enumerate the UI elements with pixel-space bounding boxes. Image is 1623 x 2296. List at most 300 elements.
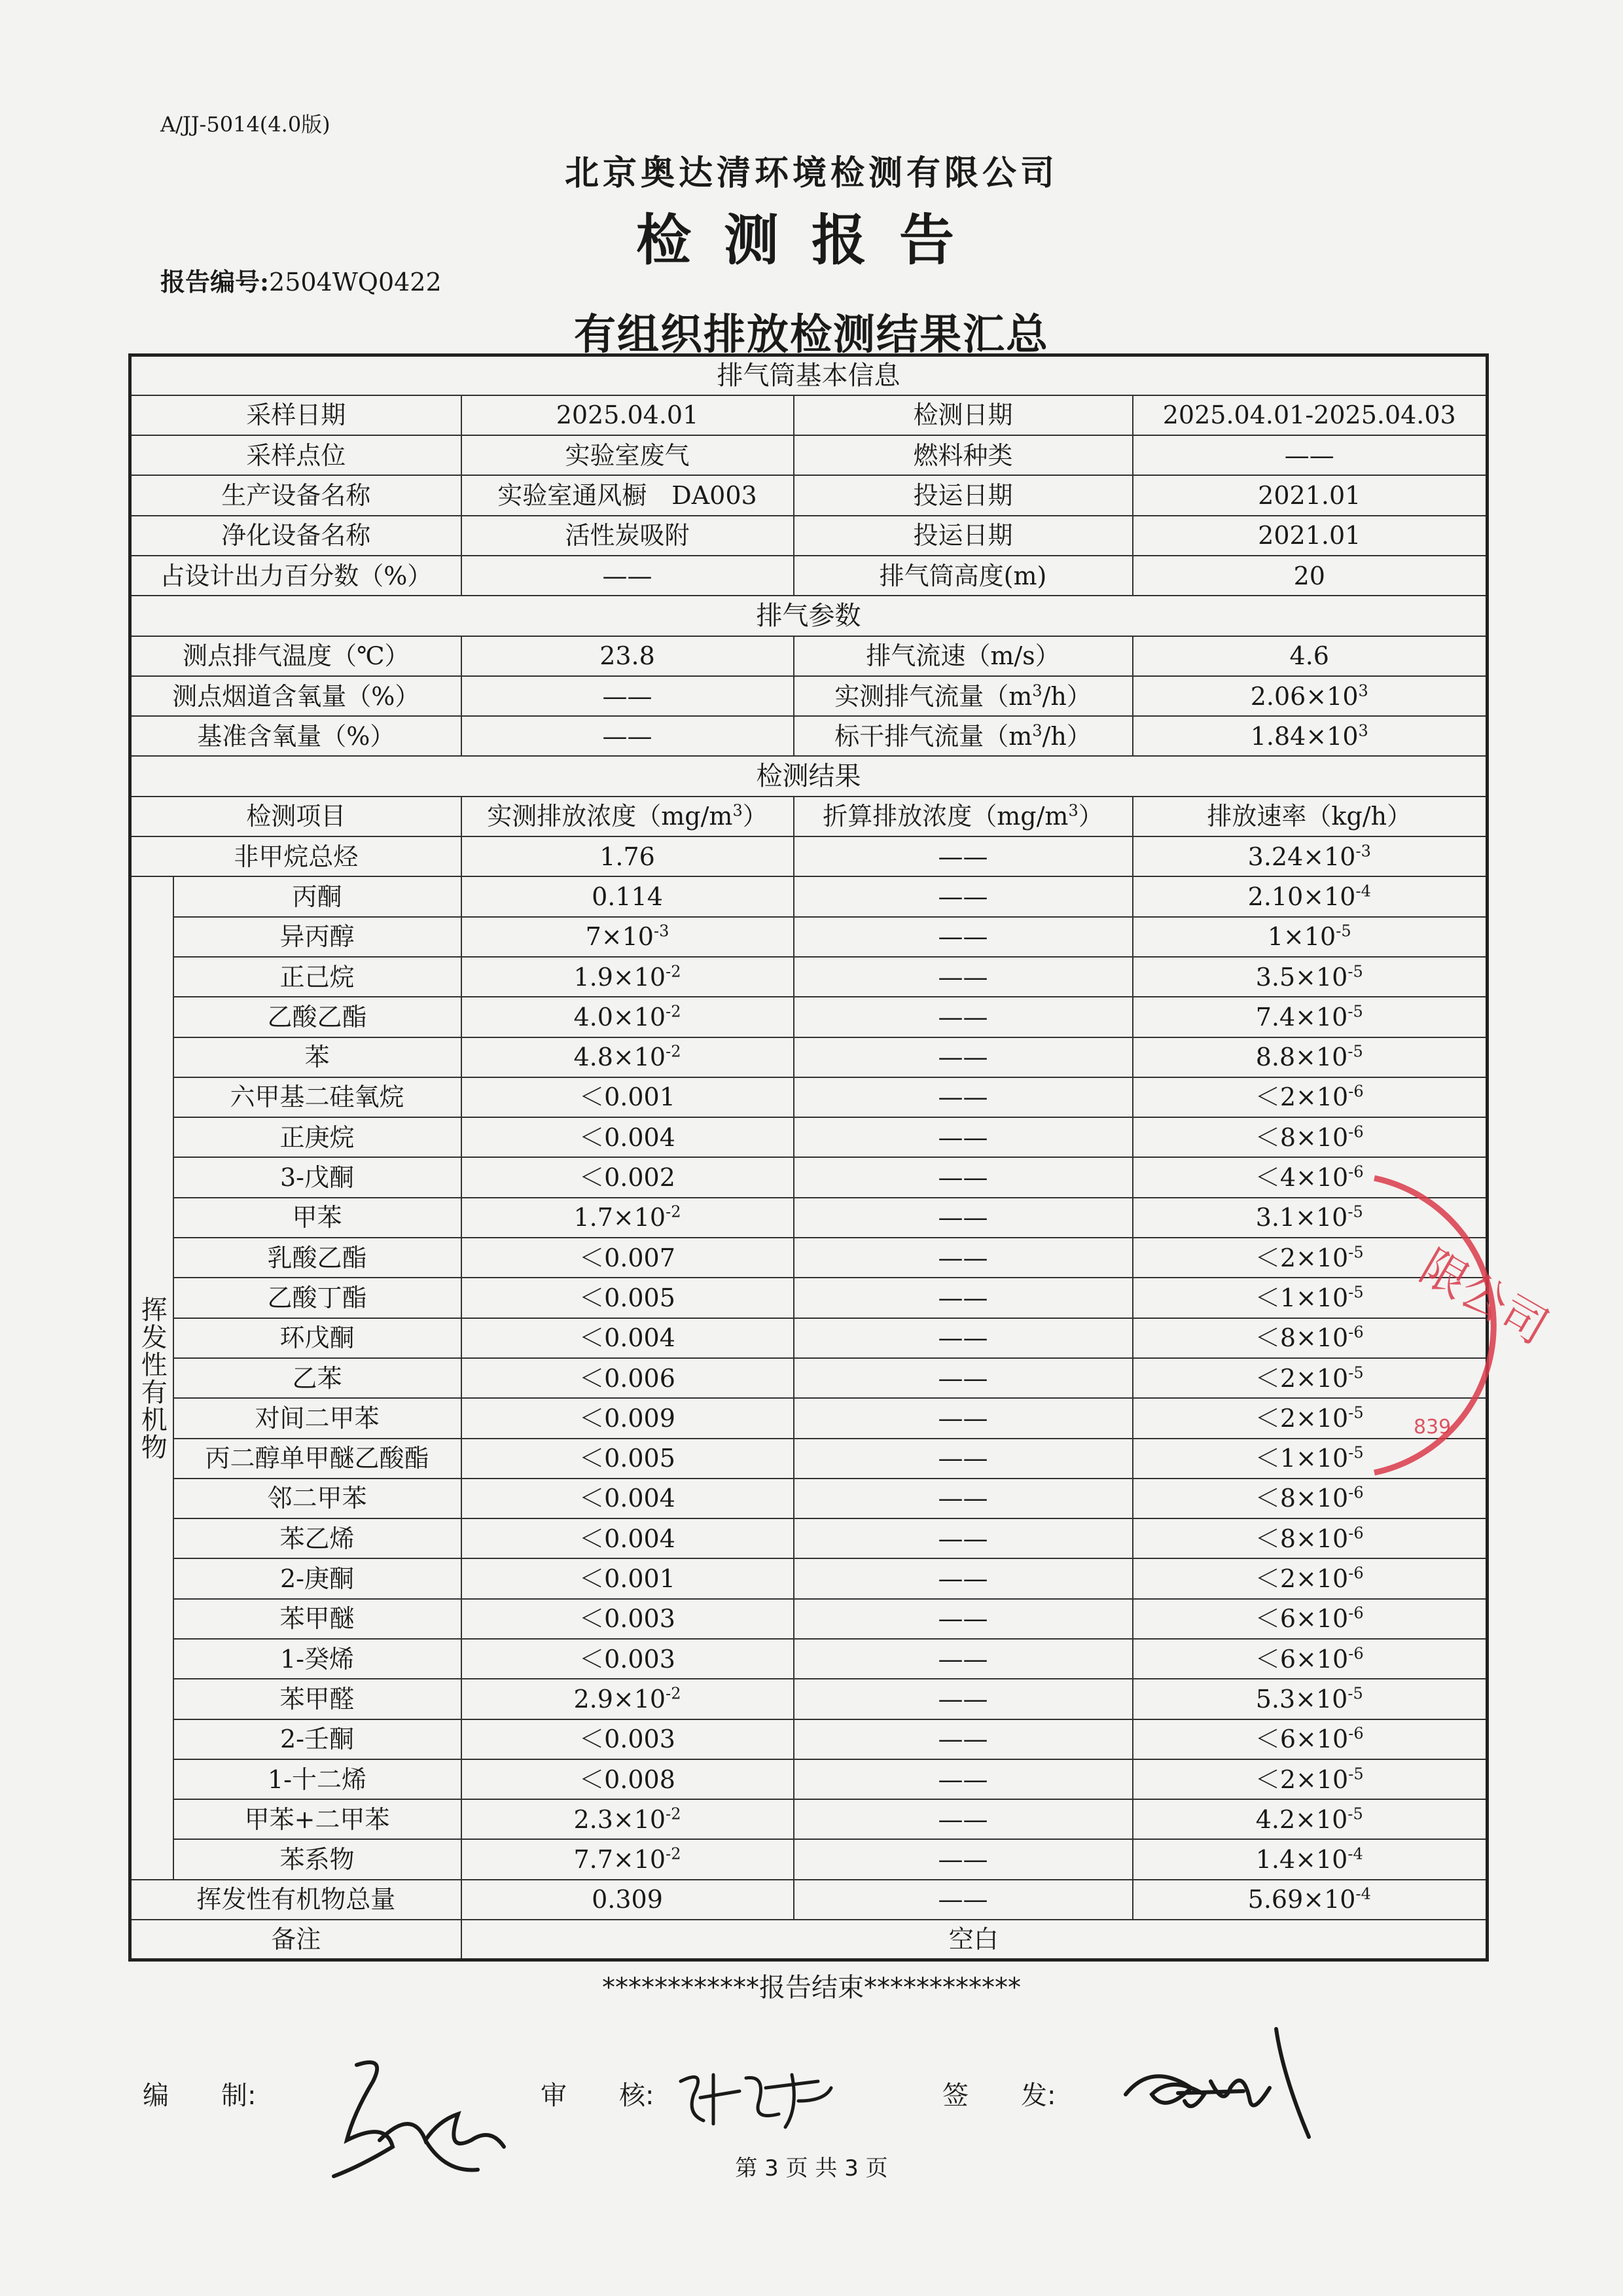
result-converted: —— <box>794 1518 1133 1558</box>
table-row <box>130 1880 1488 1920</box>
table-row <box>130 1318 1488 1358</box>
result-rate-value: 5.69×10 <box>1247 1885 1356 1914</box>
results-title-row <box>130 756 1488 796</box>
result-concentration-value: 2.9×10 <box>573 1684 666 1713</box>
section-title: 有组织排放检测结果汇总 <box>574 310 1049 359</box>
result-converted: —— <box>794 836 1133 876</box>
result-concentration <box>461 1117 794 1157</box>
table-row <box>130 1157 1488 1197</box>
result-concentration <box>461 1679 794 1719</box>
result-rate-value: ＜2×10 <box>1255 1564 1349 1594</box>
table-row <box>130 1358 1488 1398</box>
result-concentration-value: ＜0.004 <box>579 1524 675 1553</box>
result-rate-value: 3.24×10 <box>1247 842 1356 871</box>
reviewed-by-label: 审 核: <box>541 2081 654 2111</box>
table-row <box>130 1759 1488 1799</box>
result-concentration-exponent: -2 <box>666 1804 681 1823</box>
result-rate <box>1133 1759 1488 1799</box>
result-concentration <box>461 1719 794 1759</box>
result-rate-value: ＜6×10 <box>1255 1604 1349 1634</box>
result-converted: —— <box>794 1639 1133 1679</box>
col-header-measured-suffix: ） <box>742 802 768 831</box>
exhaust-param-label-exponent: 3 <box>1032 721 1043 740</box>
result-concentration-value: ＜0.002 <box>579 1163 675 1193</box>
results-header-row <box>130 797 1488 836</box>
col-header-item: 检测项目 <box>130 797 461 836</box>
basic-info-value: 2025.04.01 <box>461 395 794 435</box>
table-row <box>130 1679 1488 1719</box>
result-rate-exponent: -5 <box>1347 1684 1363 1703</box>
exhaust-param-value: 4.6 <box>1133 636 1488 676</box>
result-concentration <box>461 1037 794 1077</box>
result-converted: —— <box>794 1398 1133 1438</box>
basic-info-label: 投运日期 <box>794 475 1133 515</box>
basic-info-row <box>130 475 1488 515</box>
remark-row <box>130 1920 1488 1960</box>
col-header-measured-exponent: 3 <box>732 801 743 820</box>
result-rate-value: 1×10 <box>1267 922 1336 952</box>
result-concentration-value: ＜0.009 <box>579 1403 675 1433</box>
result-converted: —— <box>794 1198 1133 1238</box>
basic-info-value: 实验室废气 <box>461 435 794 475</box>
result-concentration <box>461 917 794 957</box>
result-concentration-exponent: -2 <box>666 961 681 980</box>
result-concentration-value: ＜0.007 <box>579 1243 675 1272</box>
basic-info-label: 排气筒高度(m) <box>794 556 1133 596</box>
company-seal-stamp <box>1361 1172 1558 1479</box>
table-row <box>130 1558 1488 1598</box>
reviewer-signature <box>668 2062 838 2134</box>
result-item-name: 丙二醇单甲醚乙酸酯 <box>173 1439 461 1479</box>
basic-info-value: 20 <box>1133 556 1488 596</box>
result-concentration-exponent: -2 <box>666 1844 681 1863</box>
result-rate-value: ＜2×10 <box>1255 1403 1349 1433</box>
result-rate-exponent: -5 <box>1348 1283 1364 1302</box>
table-row <box>130 1518 1488 1558</box>
result-rate-exponent: -5 <box>1347 1002 1363 1021</box>
table-row <box>130 997 1488 1037</box>
result-converted: —— <box>794 1278 1133 1318</box>
col-header-converted-suffix: ） <box>1078 802 1103 831</box>
form-code: A/JJ-5014(4.0版) <box>160 112 330 137</box>
result-concentration-value: 4.0×10 <box>573 1002 666 1031</box>
result-rate-exponent: -6 <box>1348 1564 1364 1583</box>
result-item-name: 正己烷 <box>173 957 461 997</box>
document-title: 检测报告 <box>635 207 987 272</box>
result-converted: —— <box>794 1880 1133 1920</box>
result-rate <box>1133 1518 1488 1558</box>
result-concentration <box>461 1398 794 1438</box>
result-converted: —— <box>794 997 1133 1037</box>
exhaust-param-label-value: 标干排气流量（m <box>834 721 1033 751</box>
result-concentration <box>461 1599 794 1639</box>
exhaust-param-row <box>130 636 1488 676</box>
exhaust-param-label-suffix: /h） <box>1042 681 1092 711</box>
result-converted: —— <box>794 1719 1133 1759</box>
result-rate-value: ＜2×10 <box>1255 1083 1349 1112</box>
result-rate-exponent: -5 <box>1347 1042 1363 1061</box>
result-item-name: 2-壬酮 <box>173 1719 461 1759</box>
exhaust-param-value: —— <box>461 676 794 716</box>
result-rate-value: ＜2×10 <box>1255 1363 1349 1393</box>
result-rate-exponent: -6 <box>1348 1162 1364 1181</box>
exhaust-param-value: —— <box>461 716 794 756</box>
result-item-name: 邻二甲苯 <box>173 1479 461 1518</box>
result-concentration <box>461 1198 794 1238</box>
result-concentration <box>461 1880 794 1920</box>
result-rate <box>1133 1880 1488 1920</box>
result-rate-value: ＜8×10 <box>1255 1524 1349 1553</box>
result-converted: —— <box>794 1679 1133 1719</box>
result-rate-value: ＜8×10 <box>1255 1323 1349 1353</box>
result-rate-exponent: -6 <box>1348 1082 1364 1101</box>
result-concentration-exponent: -3 <box>653 922 669 941</box>
result-converted: —— <box>794 1157 1133 1197</box>
result-rate-value: ＜2×10 <box>1255 1765 1349 1794</box>
result-item-name: 3-戊酮 <box>173 1157 461 1197</box>
exhaust-param-label-suffix: /h） <box>1042 721 1092 751</box>
result-concentration-value: ＜0.001 <box>579 1083 675 1112</box>
result-rate-value: ＜1×10 <box>1255 1283 1349 1312</box>
result-concentration-value: ＜0.003 <box>579 1725 675 1754</box>
result-concentration <box>461 1759 794 1799</box>
result-concentration-value: ＜0.003 <box>579 1604 675 1634</box>
table-row <box>130 1439 1488 1479</box>
result-converted: —— <box>794 1037 1133 1077</box>
result-concentration <box>461 1518 794 1558</box>
table-row <box>130 917 1488 957</box>
result-rate-exponent: -3 <box>1355 842 1371 861</box>
result-rate-exponent: -6 <box>1348 1122 1364 1141</box>
result-converted: —— <box>794 1077 1133 1117</box>
result-converted: —— <box>794 1839 1133 1879</box>
result-rate <box>1133 997 1488 1037</box>
result-converted: —— <box>794 1439 1133 1479</box>
result-concentration <box>461 1639 794 1679</box>
exhaust-param-label-value: 实测排气流量（m <box>834 681 1033 711</box>
table-row <box>130 1599 1488 1639</box>
result-rate-exponent: -5 <box>1348 1443 1364 1462</box>
basic-info-label: 采样点位 <box>130 435 461 475</box>
remark-label: 备注 <box>130 1920 461 1960</box>
result-converted: —— <box>794 957 1133 997</box>
result-item-name: 甲苯+二甲苯 <box>173 1799 461 1839</box>
basic-info-value: 2021.01 <box>1133 475 1488 515</box>
result-rate <box>1133 876 1488 916</box>
result-item-name: 甲苯 <box>173 1198 461 1238</box>
result-item-name: 1-十二烯 <box>173 1759 461 1799</box>
table-row <box>130 1719 1488 1759</box>
exhaust-param-label <box>794 716 1133 756</box>
exhaust-param-value <box>1133 676 1488 716</box>
exhaust-param-row <box>130 716 1488 756</box>
result-concentration-value: ＜0.005 <box>579 1444 675 1473</box>
result-rate-exponent: -5 <box>1348 1243 1364 1262</box>
page-number: 第 3 页 共 3 页 <box>735 2155 888 2181</box>
result-rate-exponent: -5 <box>1348 1403 1364 1422</box>
result-rate <box>1133 1479 1488 1518</box>
voc-group-label: 挥发性有机物 <box>130 876 173 1879</box>
approved-by-label: 签 发: <box>942 2081 1056 2111</box>
result-item-name: 丙酮 <box>173 876 461 916</box>
basic-info-value: 2021.01 <box>1133 516 1488 556</box>
results-title: 检测结果 <box>130 756 1488 796</box>
table-row <box>130 1117 1488 1157</box>
exhaust-param-value <box>1133 716 1488 756</box>
result-concentration-value: 1.7×10 <box>573 1203 666 1232</box>
result-concentration <box>461 1278 794 1318</box>
result-item-name: 苯系物 <box>173 1839 461 1879</box>
compiled-by-label: 编 制: <box>143 2081 257 2111</box>
result-concentration-value: ＜0.004 <box>579 1323 675 1353</box>
result-concentration-exponent: -2 <box>666 1002 681 1021</box>
approver-signature <box>1113 2016 1315 2147</box>
result-concentration-value: 0.309 <box>592 1885 663 1914</box>
basic-info-row <box>130 556 1488 596</box>
result-rate-exponent: -6 <box>1348 1724 1364 1743</box>
result-concentration <box>461 1318 794 1358</box>
result-item-name: 对间二甲苯 <box>173 1398 461 1438</box>
col-header-measured <box>461 797 794 836</box>
result-concentration-value: 7×10 <box>585 922 654 952</box>
basic-info-row <box>130 395 1488 435</box>
result-item-name: 苯 <box>173 1037 461 1077</box>
result-converted: —— <box>794 876 1133 916</box>
result-rate-exponent: -5 <box>1348 1764 1364 1783</box>
basic-info-label: 净化设备名称 <box>130 516 461 556</box>
table-row <box>130 1278 1488 1318</box>
table-row <box>130 957 1488 997</box>
result-item-name: 环戊酮 <box>173 1318 461 1358</box>
table-row <box>130 1077 1488 1117</box>
table-row <box>130 1238 1488 1278</box>
exhaust-params-title-row <box>130 596 1488 636</box>
basic-info-label: 投运日期 <box>794 516 1133 556</box>
result-concentration <box>461 997 794 1037</box>
result-concentration <box>461 1839 794 1879</box>
result-rate <box>1133 1117 1488 1157</box>
result-rate-exponent: -4 <box>1355 882 1371 901</box>
result-rate <box>1133 1639 1488 1679</box>
basic-info-title-row <box>130 355 1488 395</box>
result-rate <box>1133 957 1488 997</box>
basic-info-title: 排气筒基本信息 <box>130 355 1488 395</box>
result-converted: —— <box>794 1799 1133 1839</box>
result-rate-exponent: -5 <box>1347 1804 1363 1823</box>
basic-info-label: 燃料种类 <box>794 435 1133 475</box>
result-concentration <box>461 1358 794 1398</box>
exhaust-param-value: 23.8 <box>461 636 794 676</box>
exhaust-param-row <box>130 676 1488 716</box>
result-rate-exponent: -5 <box>1348 1363 1364 1382</box>
basic-info-value: —— <box>1133 435 1488 475</box>
result-converted: —— <box>794 1238 1133 1278</box>
result-rate <box>1133 1077 1488 1117</box>
exhaust-param-label: 基准含氧量（%） <box>130 716 461 756</box>
result-concentration-exponent: -2 <box>666 1202 681 1221</box>
result-converted: —— <box>794 1759 1133 1799</box>
result-concentration-exponent: -2 <box>666 1684 681 1703</box>
result-concentration-value: ＜0.004 <box>579 1484 675 1513</box>
result-rate <box>1133 1839 1488 1879</box>
basic-info-value: —— <box>461 556 794 596</box>
result-concentration-value: ＜0.008 <box>579 1765 675 1794</box>
result-concentration-value: 2.3×10 <box>573 1804 666 1834</box>
result-rate-value: 8.8×10 <box>1255 1043 1348 1072</box>
result-rate <box>1133 1799 1488 1839</box>
result-rate <box>1133 1599 1488 1639</box>
result-concentration-value: 1.76 <box>599 842 655 871</box>
report-number-label: 报告编号: <box>160 267 270 296</box>
basic-info-value: 实验室通风橱 DA003 <box>461 475 794 515</box>
result-rate-exponent: -6 <box>1348 1483 1364 1502</box>
result-concentration-value: 7.7×10 <box>573 1845 666 1874</box>
result-concentration <box>461 1799 794 1839</box>
result-rate <box>1133 1558 1488 1598</box>
exhaust-param-label: 测点烟道含氧量（%） <box>130 676 461 716</box>
result-item-name: 苯乙烯 <box>173 1518 461 1558</box>
result-concentration <box>461 1077 794 1117</box>
result-concentration-value: ＜0.003 <box>579 1644 675 1674</box>
result-converted: —— <box>794 917 1133 957</box>
result-concentration-value: 1.9×10 <box>573 962 666 992</box>
result-rate-value: 7.4×10 <box>1255 1002 1348 1031</box>
table-row <box>130 1037 1488 1077</box>
col-header-converted-value: 折算排放浓度（mg/m <box>823 802 1069 831</box>
basic-info-label: 采样日期 <box>130 395 461 435</box>
table-row <box>130 1839 1488 1879</box>
result-item-name: 正庚烷 <box>173 1117 461 1157</box>
result-rate-exponent: -6 <box>1348 1604 1364 1623</box>
result-rate-exponent: -4 <box>1347 1844 1363 1863</box>
result-item-name: 乙酸丁酯 <box>173 1278 461 1318</box>
result-rate-exponent: -6 <box>1348 1524 1364 1543</box>
exhaust-param-value-value: 2.06×10 <box>1250 681 1359 711</box>
result-concentration <box>461 1157 794 1197</box>
result-converted: —— <box>794 1599 1133 1639</box>
result-item-name: 苯甲醛 <box>173 1679 461 1719</box>
result-rate <box>1133 1719 1488 1759</box>
exhaust-param-value-exponent: 3 <box>1358 721 1368 740</box>
exhaust-param-label-exponent: 3 <box>1032 681 1043 700</box>
result-rate-value: 1.4×10 <box>1255 1845 1348 1874</box>
result-concentration <box>461 876 794 916</box>
result-rate-value: ＜8×10 <box>1255 1484 1349 1513</box>
exhaust-param-value-value: 1.84×10 <box>1250 721 1359 751</box>
result-concentration-exponent: -2 <box>666 1042 681 1061</box>
result-item-name: 1-癸烯 <box>173 1639 461 1679</box>
result-concentration-value: ＜0.001 <box>579 1564 675 1594</box>
result-concentration-value: ＜0.005 <box>579 1283 675 1312</box>
remark-value: 空白 <box>461 1920 1488 1960</box>
result-rate-exponent: -5 <box>1347 961 1363 980</box>
basic-info-label: 生产设备名称 <box>130 475 461 515</box>
result-item-name: 异丙醇 <box>173 917 461 957</box>
exhaust-param-value-exponent: 3 <box>1358 681 1368 700</box>
col-header-converted-exponent: 3 <box>1068 801 1079 820</box>
result-item-name: 2-庚酮 <box>173 1558 461 1598</box>
exhaust-params-title: 排气参数 <box>130 596 1488 636</box>
result-rate <box>1133 917 1488 957</box>
table-row <box>130 1639 1488 1679</box>
result-item-name: 乳酸乙酯 <box>173 1238 461 1278</box>
basic-info-row <box>130 435 1488 475</box>
basic-info-value: 2025.04.01-2025.04.03 <box>1133 395 1488 435</box>
table-row <box>130 1198 1488 1238</box>
table-row <box>130 836 1488 876</box>
result-rate-exponent: -5 <box>1336 922 1351 941</box>
result-rate <box>1133 836 1488 876</box>
stamp-number: 839 <box>1414 1416 1452 1439</box>
result-concentration-value: 0.114 <box>592 882 663 911</box>
col-header-converted <box>794 797 1133 836</box>
result-rate-value: ＜6×10 <box>1255 1725 1349 1754</box>
result-item-name: 六甲基二硅氧烷 <box>173 1077 461 1117</box>
result-rate-value: ＜6×10 <box>1255 1644 1349 1674</box>
table-row <box>130 1398 1488 1438</box>
result-item-name: 乙酸乙酯 <box>173 997 461 1037</box>
result-item-name: 乙苯 <box>173 1358 461 1398</box>
basic-info-label: 检测日期 <box>794 395 1133 435</box>
result-rate <box>1133 1679 1488 1719</box>
result-converted: —— <box>794 1358 1133 1398</box>
result-rate <box>1133 1037 1488 1077</box>
report-end-line: ************报告结束************ <box>602 1973 1021 2003</box>
result-concentration <box>461 957 794 997</box>
result-rate-value: 5.3×10 <box>1255 1684 1348 1713</box>
result-rate-exponent: -6 <box>1348 1323 1364 1342</box>
basic-info-label: 占设计出力百分数（%） <box>130 556 461 596</box>
result-concentration-value: 4.8×10 <box>573 1043 666 1072</box>
result-rate-value: 2.10×10 <box>1247 882 1356 911</box>
exhaust-param-label: 排气流速（m/s） <box>794 636 1133 676</box>
result-rate-value: ＜2×10 <box>1255 1243 1349 1272</box>
result-rate-value: ＜8×10 <box>1255 1122 1349 1152</box>
result-concentration <box>461 836 794 876</box>
result-converted: —— <box>794 1558 1133 1598</box>
report-number <box>160 262 442 298</box>
result-rate-value: 4.2×10 <box>1255 1804 1348 1834</box>
results-table-body <box>130 355 1488 1960</box>
table-row <box>130 876 1488 916</box>
result-item-name: 非甲烷总烃 <box>130 836 461 876</box>
result-rate-value: ＜4×10 <box>1255 1163 1349 1193</box>
company-name: 北京奥达清环境检测有限公司 <box>564 154 1058 193</box>
result-converted: —— <box>794 1318 1133 1358</box>
stamp-text: 限公司 <box>1411 1239 1558 1355</box>
result-rate-value: 3.1×10 <box>1255 1203 1348 1232</box>
result-converted: —— <box>794 1479 1133 1518</box>
results-table <box>128 353 1489 1962</box>
basic-info-value: 活性炭吸附 <box>461 516 794 556</box>
result-concentration-value: ＜0.004 <box>579 1122 675 1152</box>
basic-info-row <box>130 516 1488 556</box>
result-item-name: 苯甲醚 <box>173 1599 461 1639</box>
result-rate-exponent: -5 <box>1347 1202 1363 1221</box>
exhaust-param-label: 测点排气温度（℃） <box>130 636 461 676</box>
report-number-value: 2504WQ0422 <box>269 268 442 296</box>
result-item-name: 挥发性有机物总量 <box>130 1880 461 1920</box>
result-rate-exponent: -6 <box>1348 1643 1364 1662</box>
exhaust-param-label <box>794 676 1133 716</box>
table-row <box>130 1799 1488 1839</box>
result-concentration <box>461 1479 794 1518</box>
result-concentration <box>461 1238 794 1278</box>
result-concentration-value: ＜0.006 <box>579 1363 675 1393</box>
result-concentration <box>461 1439 794 1479</box>
col-header-measured-value: 实测排放浓度（mg/m <box>487 802 733 831</box>
result-concentration <box>461 1558 794 1598</box>
